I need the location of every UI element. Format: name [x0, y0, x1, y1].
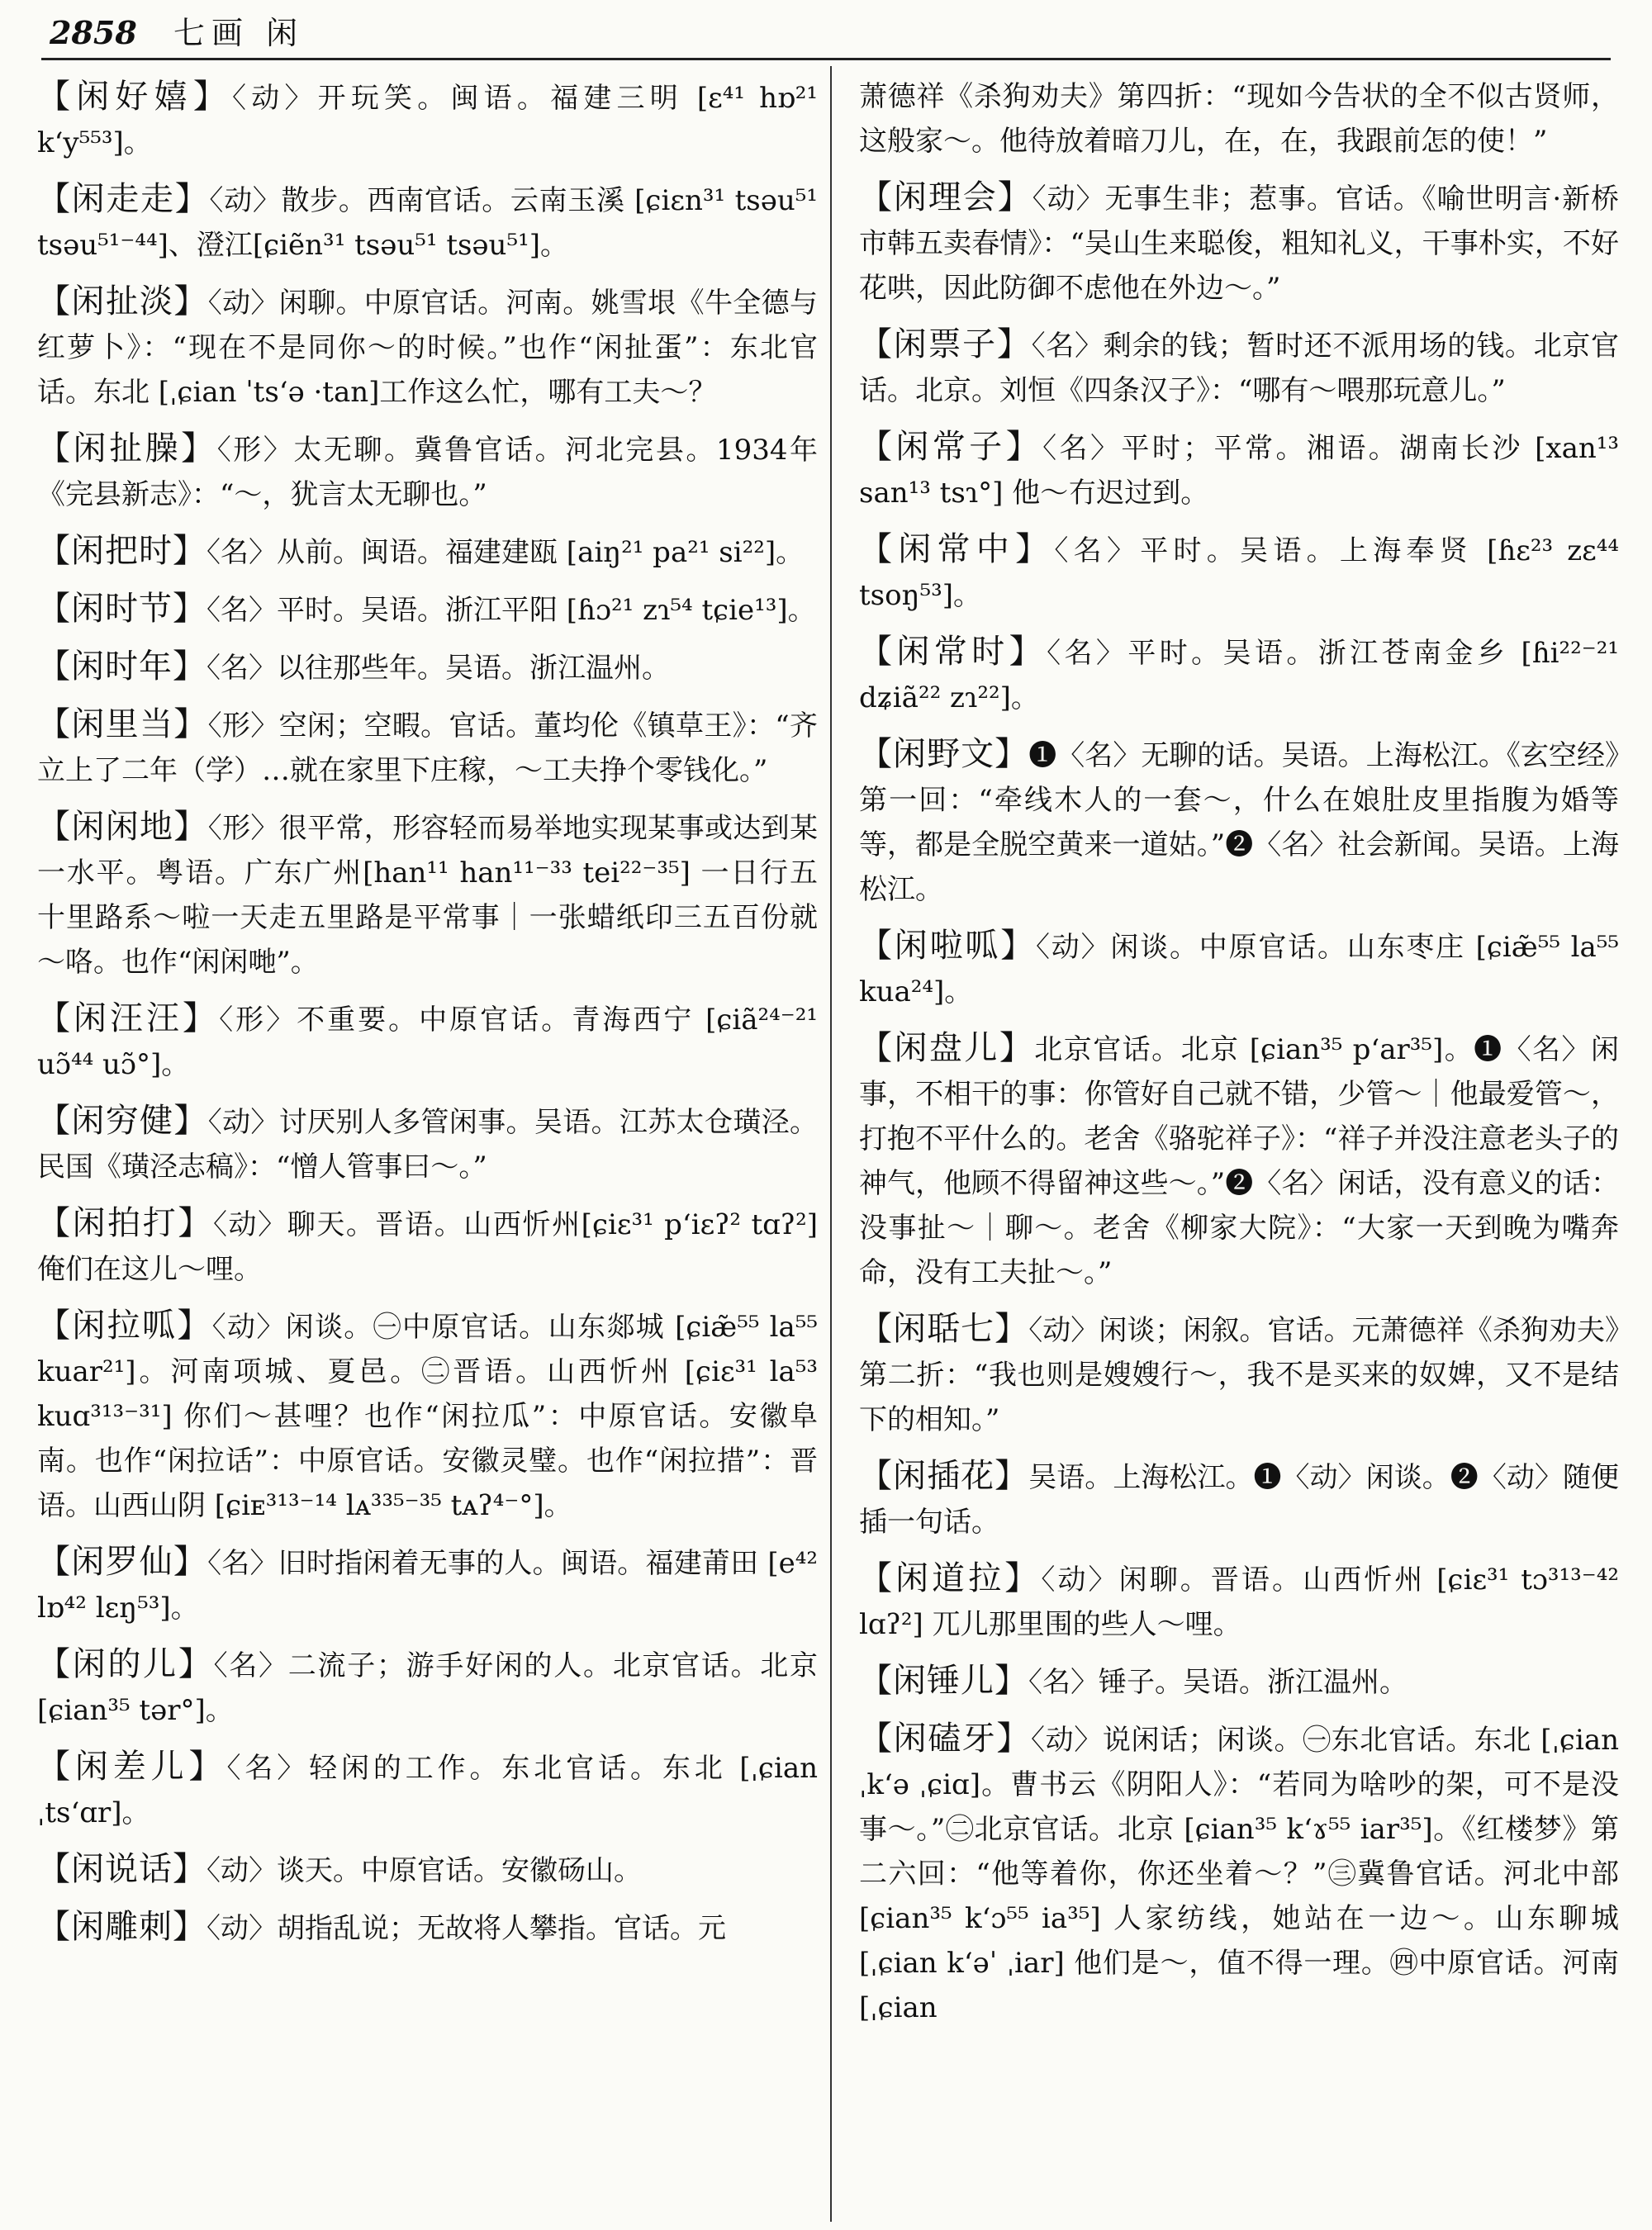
- entry-headword: 【闲汪汪】: [37, 999, 220, 1037]
- entry-headword: 【闲磕牙】: [859, 1720, 1032, 1758]
- dictionary-entry: [37, 279, 818, 415]
- entry-definition: 〈名〉平时；平常。湘语。湖南长沙 [xan¹³ san¹³ tsɿ°] 他～冇迟过到。: [859, 432, 1619, 510]
- entry-definition: 〈形〉不重要。中原官话。青海西宁 [ɕiã²⁴⁻²¹ uɔ̃⁴⁴ uɔ̃°]。: [37, 1004, 818, 1081]
- dictionary-entry: [37, 1201, 818, 1292]
- entry-headword: 【闲插花】: [859, 1457, 1029, 1495]
- dictionary-entry: [37, 702, 818, 793]
- entry-headword: 【闲聒七】: [859, 1310, 1029, 1348]
- entry-definition: 〈动〉谈天。中原官话。安徽砀山。: [206, 1854, 642, 1887]
- dictionary-entry: [859, 1454, 1619, 1544]
- entry-definition: 〈动〉闲谈。㊀中原官话。山东郯城 [ɕiæ̃⁵⁵ la⁵⁵ kuar²¹]。河南项城、夏邑。㊁晋语。山西忻州 [ɕiɛ³¹ la⁵³ kuɑ³¹³⁻³¹] 你们～甚哩？也作“闲拉瓜”：中原官话。安徽阜南。也作“闲拉话”：中原官话。安徽灵璧。也作“闲拉措”：晋语。山西山阴 [ɕiᴇ³¹³⁻¹⁴ lᴀ³³⁵⁻³⁵ tᴀʔ⁴⁻°]。: [37, 1311, 818, 1522]
- entry-definition: 〈动〉开玩笑。闽语。福建三明 [ɛ⁴¹ hɒ²¹ k‘y⁵⁵³]。: [37, 82, 818, 159]
- dictionary-entry: [37, 586, 818, 633]
- entry-definition: ❶〈名〉无聊的话。吴语。上海松江。《玄空经》第一回：“牵线木人的一套～，什么在娘肚皮里指腹为婚等等，都是全脱空黄来一道姑。”❷〈名〉社会新闻。吴语。上海松江。: [859, 739, 1619, 906]
- entry-headword: 【闲理会】: [859, 178, 1032, 216]
- entry-headword: 【闲里当】: [37, 705, 208, 743]
- dictionary-entry: [859, 425, 1619, 515]
- entry-definition: 〈动〉无事生非；惹事。官话。《喻世明言·新桥市韩五卖春情》：“吴山生来聪俊，粗知礼义，干事朴实，不好花哄，因此防御不虑他在外边～。”: [859, 183, 1619, 305]
- dictionary-entry: [37, 1303, 818, 1528]
- entry-headword: 【闲说话】: [37, 1850, 206, 1888]
- entry-definition: 〈形〉太无聊。冀鲁官话。河北完县。1934年《完县新志》：“～，犹言太无聊也。”: [37, 434, 818, 511]
- entry-headword: 【闲差儿】: [37, 1748, 227, 1786]
- entry-definition: 〈名〉平时。吴语。上海奉贤 [ɦɛ²³ zɛ⁴⁴ tsoŋ⁵³]。: [859, 534, 1619, 612]
- entry-definition: 〈动〉聊天。晋语。山西忻州[ɕiɛ³¹ p‘iɛʔ² tɑʔ²] 俺们在这儿～哩。: [37, 1208, 818, 1286]
- dictionary-entry: [859, 1307, 1619, 1442]
- entry-definition: 〈名〉轻闲的工作。东北官话。东北 [ˌɕian ˌts‘ɑr]。: [37, 1752, 818, 1829]
- entry-definition: 〈名〉以往那些年。吴语。浙江温州。: [206, 652, 670, 685]
- entry-headword: 【闲的儿】: [37, 1645, 214, 1683]
- entry-definition: 〈名〉二流子；游手好闲的人。北京官话。北京 [ɕian³⁵ tər°]。: [37, 1649, 818, 1727]
- entry-headword: 【闲雕刺】: [37, 1908, 206, 1946]
- entry-definition: 〈形〉很平常，形容轻而易举地实现某事或达到某一水平。粤语。广东广州[han¹¹ han¹¹⁻³³ tei²²⁻³⁵] 一日行五十里路系～啦一天走五里路是平常事｜一张蜡纸印三五百份就～咯。也作“闲闲哋”。: [37, 812, 818, 979]
- entry-definition: 〈动〉说闲话；闲谈。㊀东北官话。东北 [ˌɕian ˌk‘ə ˌɕiɑ]。曹书云《阴阳人》：“若同为啥吵的架，可不是没事～。”㊁北京官话。北京 [ɕian³⁵ k‘ɤ⁵⁵ iar³⁵]。《红楼梦》第二六回：“他等着你，你还坐着～？”㊂冀鲁官话。河北中部 [ɕian³⁵ k‘ɔ⁵⁵ ia³⁵] 人家纺线，她站在一边～。山东聊城 [ˌɕian k‘əˈ ˌiar] 他们是～，值不得一理。㊃中原官话。河南 [ˌɕian: [859, 1724, 1619, 2024]
- entry-definition: 北京官话。北京 [ɕian³⁵ p‘ar³⁵]。❶〈名〉闲事，不相干的事：你管好自己就不错，少管～｜他最爱管～，打抱不平什么的。老舍《骆驼祥子》：“祥子并没注意老头子的神气，他顾不得留神这些～。”❷〈名〉闲话，没有意义的话：没事扯～｜聊～。老舍《柳家大院》：“大家一天到晚为嘴奔命，没有工夫扯～。”: [859, 1033, 1619, 1289]
- dictionary-entry: [859, 1026, 1619, 1295]
- entry-definition: 〈动〉闲谈；闲叙。官话。元萧德祥《杀狗劝夫》第二折：“我也则是嫂嫂行～，我不是买来的奴婢，又不是结下的相知。”: [859, 1314, 1619, 1436]
- dictionary-entry: [37, 1540, 818, 1630]
- page-header: [41, 8, 1611, 60]
- dictionary-entry: [37, 177, 818, 268]
- entry-headword: 【闲啦呱】: [859, 927, 1036, 965]
- dictionary-entry: [37, 1744, 818, 1835]
- dictionary-entry: [37, 426, 818, 517]
- dictionary-entry: [37, 1847, 818, 1893]
- entry-headword: 【闲拍打】: [37, 1204, 213, 1242]
- dictionary-entry: [859, 629, 1619, 720]
- entry-definition: 〈动〉讨厌别人多管闲事。吴语。江苏太仓璜泾。民国《璜泾志稿》：“憎人管事曰～。”: [37, 1106, 818, 1184]
- dictionary-entry: [859, 527, 1619, 618]
- dictionary-entry: [37, 74, 818, 165]
- page-number: 2858: [50, 14, 137, 51]
- column-divider: [830, 66, 832, 2222]
- dictionary-entry: [37, 644, 818, 690]
- entry-definition: 〈名〉旧时指闲着无事的人。闽语。福建莆田 [e⁴² lɒ⁴² lɛŋ⁵³]。: [37, 1547, 818, 1625]
- entry-headword: 【闲野文】: [859, 735, 1029, 773]
- entry-definition: 〈名〉平时。吴语。浙江平阳 [ɦɔ²¹ zɿ⁵⁴ tɕie¹³]。: [206, 594, 816, 627]
- dictionary-entry: [859, 74, 1619, 164]
- entry-definition: 〈形〉空闲；空暇。官话。董均伦《镇草王》：“齐立上了二年（学）…就在家里下庄稼，～工夫挣个零钱化。”: [37, 709, 818, 787]
- dictionary-entry: [37, 996, 818, 1087]
- entry-headword: 【闲时年】: [37, 648, 206, 686]
- entry-headword: 【闲盘儿】: [859, 1029, 1035, 1067]
- entry-headword: 【闲时节】: [37, 590, 206, 628]
- entry-definition: 吴语。上海松江。❶〈动〉闲谈。❷〈动〉随便插一句话。: [859, 1461, 1619, 1539]
- entry-definition: 〈名〉从前。闽语。福建建瓯 [aiŋ²¹ pa²¹ si²²]。: [206, 536, 805, 569]
- entry-headword: 【闲常时】: [859, 633, 1047, 671]
- entry-definition: 〈动〉散步。西南官话。云南玉溪 [ɕiɛn³¹ tsəu⁵¹ tsəu⁵¹⁻⁴⁴]、澄江[ɕiẽn³¹ tsəu⁵¹ tsəu⁵¹]。: [37, 184, 818, 262]
- entry-headword: 【闲扯臊】: [37, 429, 217, 467]
- dictionary-entry: [37, 804, 818, 985]
- entry-headword: 【闲锤儿】: [859, 1662, 1028, 1700]
- entry-definition: 〈名〉锤子。吴语。浙江温州。: [1028, 1666, 1408, 1699]
- entry-headword: 【闲常子】: [859, 428, 1043, 466]
- right-column: [859, 74, 1619, 2222]
- entry-headword: 【闲罗仙】: [37, 1543, 208, 1581]
- dictionary-entry: [859, 1556, 1619, 1647]
- entry-definition: 〈动〉闲聊。晋语。山西忻州 [ɕiɛ³¹ tɔ³¹³⁻⁴² lɑʔ²] 兀儿那里围的些人～哩。: [859, 1563, 1619, 1641]
- entry-headword: 【闲道拉】: [859, 1559, 1042, 1597]
- entry-definition: 〈动〉闲聊。中原官话。河南。姚雪垠《牛全德与红萝卜》：“现在不是同你～的时候。”也作“闲扯蛋”：东北官话。东北 [ˌɕian ˈts‘ə ·tan]工作这么忙，哪有工夫～？: [37, 287, 818, 409]
- entry-headword: 【闲票子】: [859, 325, 1032, 363]
- entry-definition: 〈名〉平时。吴语。浙江苍南金乡 [ɦi²²⁻²¹ dʑiã²² zɿ²²]。: [859, 637, 1619, 714]
- dictionary-entry: [37, 1098, 818, 1189]
- entry-headword: 【闲扯淡】: [37, 282, 208, 320]
- entry-headword: 【闲把时】: [37, 532, 206, 570]
- dictionary-entry: [37, 529, 818, 575]
- dictionary-entry: [37, 1905, 818, 1951]
- entry-headword: 【闲常中】: [859, 530, 1055, 568]
- entry-headword: 【闲闲地】: [37, 808, 208, 846]
- dictionary-entry: [859, 732, 1619, 912]
- entry-definition: 〈动〉闲谈。中原官话。山东枣庄 [ɕiæ̃⁵⁵ la⁵⁵ kua²⁴]。: [859, 931, 1619, 1008]
- dictionary-entry: [37, 1642, 818, 1733]
- dictionary-entry: [859, 322, 1619, 413]
- entry-definition: 〈名〉剩余的钱；暂时还不派用场的钱。北京官话。北京。刘恒《四条汉子》：“哪有～喂那玩意儿。”: [859, 330, 1619, 407]
- dictionary-entry: [859, 923, 1619, 1014]
- entry-definition: 〈动〉胡指乱说；无故将人攀指。官话。元: [206, 1912, 726, 1945]
- section-heading: 七画 闲: [173, 15, 305, 51]
- entry-headword: 【闲穷健】: [37, 1102, 208, 1140]
- entry-headword: 【闲好嬉】: [37, 78, 233, 116]
- dictionary-entry: [859, 175, 1619, 311]
- entry-headword: 【闲走走】: [37, 180, 210, 218]
- entry-definition: 萧德祥《杀狗劝夫》第四折：“现如今告状的全不似古贤师，这般家～。他待放着暗刀儿，在，在，我跟前怎的使！”: [859, 80, 1619, 158]
- dictionary-entry: [859, 1716, 1619, 2030]
- entry-headword: 【闲拉呱】: [37, 1307, 212, 1345]
- dictionary-entry: [859, 1658, 1619, 1705]
- left-column: [37, 74, 818, 2222]
